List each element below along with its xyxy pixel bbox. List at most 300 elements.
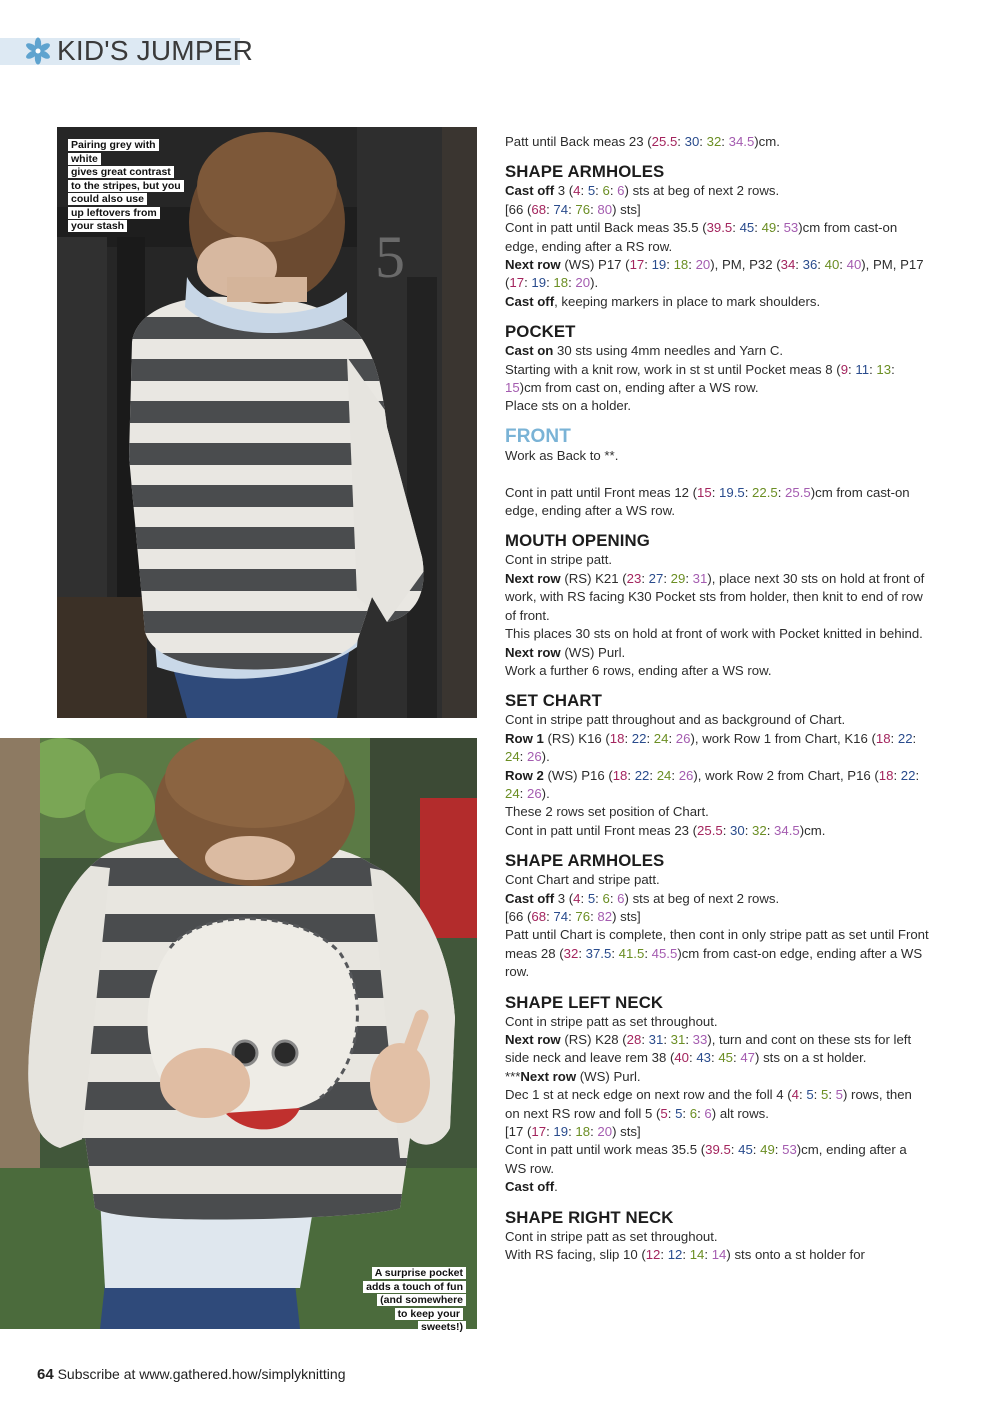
size-value: 39.5	[705, 1142, 731, 1158]
size-value: 5	[587, 183, 596, 199]
text-run: :	[682, 1105, 690, 1121]
size-value: 27	[648, 570, 664, 586]
text-run: :	[666, 257, 674, 273]
instruction-line	[505, 644, 930, 662]
text-run: :	[580, 890, 588, 906]
size-value: 18	[553, 275, 569, 291]
instruction-line	[505, 133, 930, 151]
page-number: 64	[37, 1366, 54, 1383]
text-run: , keeping markers in place to mark shoulders.	[554, 293, 821, 309]
size-value: 6	[704, 1105, 712, 1121]
text-run: :	[671, 767, 679, 783]
photo-boy-front	[0, 738, 477, 1329]
text-run: (WS) P17 (	[560, 257, 630, 273]
size-value: 18	[878, 767, 894, 783]
instruction-line	[505, 484, 930, 521]
text-run: :	[752, 1142, 761, 1158]
snowflake-icon	[24, 36, 52, 66]
text-run: ), PM, P17 (	[505, 257, 924, 291]
bold-term: Cast off	[505, 183, 555, 199]
size-value: 11	[855, 361, 870, 377]
text-run: 3 (	[554, 183, 574, 199]
size-value: 26	[678, 767, 694, 783]
text-run: :	[699, 134, 707, 149]
text-run: :	[668, 730, 676, 746]
size-value: 40	[824, 257, 840, 273]
size-value: 34	[780, 257, 796, 273]
size-value: 5	[660, 1105, 668, 1121]
section-heading: MOUTH OPENING	[505, 531, 650, 551]
text-run: :	[730, 1142, 739, 1158]
instruction-line	[505, 342, 930, 360]
size-value: 4	[573, 183, 581, 199]
text-run: Work a further 6 rows, ending after a WS row.	[505, 662, 772, 678]
bold-term: Cast off	[505, 890, 555, 906]
size-value: 6	[602, 183, 610, 199]
text-run: :	[890, 730, 898, 746]
size-value: 4	[573, 890, 581, 906]
size-value: 76	[575, 201, 591, 217]
size-value: 14	[689, 1247, 705, 1263]
text-run: :	[685, 570, 693, 586]
size-value: 18	[673, 257, 689, 273]
size-value: 82	[597, 908, 613, 924]
text-run: Cont in stripe patt throughout and as background of Chart.	[505, 712, 846, 728]
text-run: ) alt rows.	[711, 1105, 769, 1121]
size-value: 26	[527, 785, 542, 801]
size-value: 33	[692, 1032, 708, 1048]
size-value: 26	[675, 730, 691, 746]
instruction-line	[505, 625, 930, 643]
text-run: ) sts]	[612, 1124, 641, 1140]
text-run: :	[697, 1105, 705, 1121]
text-run: :	[744, 484, 753, 500]
bold-term: Next row	[505, 644, 561, 660]
text-run: :	[590, 908, 598, 924]
instruction-line	[505, 361, 930, 398]
text-run: ) sts onto a st holder for	[726, 1247, 865, 1263]
text-run: [66 (	[505, 201, 532, 217]
size-value: 43	[696, 1050, 712, 1066]
text-run: :	[828, 1087, 836, 1103]
size-value: 74	[553, 201, 569, 217]
instruction-line	[505, 397, 930, 415]
text-run: :	[766, 822, 775, 838]
text-run: :	[685, 1032, 693, 1048]
section-heading: FRONT	[505, 425, 571, 447]
size-value: 47	[740, 1050, 756, 1066]
text-run: :	[595, 183, 603, 199]
size-value: 18	[609, 730, 625, 746]
size-value: 22	[897, 730, 913, 746]
size-value: 26	[527, 749, 542, 765]
size-value: 53	[782, 1142, 797, 1158]
text-run: :	[813, 1087, 821, 1103]
text-run: Dec 1 st at neck edge on next row and the foll 4 (	[505, 1087, 792, 1103]
size-value: 5	[675, 1105, 683, 1121]
text-run: :	[663, 1032, 671, 1048]
instruction-line	[505, 803, 930, 821]
instruction-line	[505, 1178, 930, 1196]
instruction-line	[505, 1228, 930, 1246]
text-run: :	[524, 275, 532, 291]
text-run: )cm.	[799, 822, 826, 838]
instruction-line	[505, 1141, 930, 1178]
size-value: 5	[820, 1087, 829, 1103]
section-heading: SHAPE LEFT NECK	[505, 992, 664, 1012]
bold-term: Next row	[505, 1032, 561, 1048]
text-run: :	[546, 201, 554, 217]
text-run: .	[554, 1179, 558, 1195]
text-run: Patt until Back meas 23 (	[505, 134, 652, 149]
size-value: 24	[656, 767, 672, 783]
text-run: ).	[541, 785, 550, 801]
text-run: :	[817, 257, 825, 273]
size-value: 45.5	[651, 945, 678, 961]
size-value: 30	[684, 134, 700, 149]
text-run: (RS) K16 (	[543, 730, 610, 746]
text-run: :	[774, 1142, 783, 1158]
text-run: :	[777, 484, 786, 500]
size-value: 25.5	[651, 134, 678, 149]
instruction-line	[505, 219, 930, 256]
text-run: :	[590, 1124, 598, 1140]
size-value: 18	[612, 767, 628, 783]
size-value: 12	[667, 1247, 683, 1263]
page-title: KID'S JUMPER	[57, 35, 253, 66]
text-run: :	[578, 945, 586, 961]
text-run: With RS facing, slip 10 (	[505, 1247, 646, 1263]
text-run: :	[891, 361, 895, 377]
text-run: :	[682, 1247, 690, 1263]
instruction-line	[505, 822, 930, 840]
text-run: ), work Row 2 from Chart, P16 (	[693, 767, 879, 783]
size-value: 20	[575, 275, 591, 291]
text-run: :	[660, 1247, 668, 1263]
text-run: (WS) Purl.	[560, 644, 626, 660]
section-heading: SET CHART	[505, 691, 602, 711]
text-run: :	[546, 908, 554, 924]
size-value: 32	[706, 134, 722, 149]
instruction-line	[505, 182, 930, 200]
bold-term: Next row	[505, 570, 561, 586]
size-value: 28	[626, 1032, 642, 1048]
text-run: :	[732, 220, 740, 236]
text-run: Place sts on a holder.	[505, 398, 632, 414]
size-value: 22.5	[752, 484, 778, 500]
text-run: ), place next 30 sts on hold at front of work, with RS facing K30 Pocket sts from holder, then knit to end of row of front.	[505, 570, 925, 623]
bold-term: Cast off	[505, 293, 555, 309]
instruction-line	[505, 1013, 930, 1031]
size-value: 68	[531, 908, 547, 924]
size-value: 23	[626, 570, 642, 586]
size-value: 24	[505, 749, 520, 765]
text-run: :	[546, 1124, 554, 1140]
text-run: :	[798, 1087, 807, 1103]
text-run: )cm from cast-on edge, ending after a WS row.	[505, 945, 923, 980]
bold-term: Cast off	[505, 1179, 555, 1195]
size-value: 19.5	[719, 484, 745, 500]
text-run: (RS) K28 (	[560, 1032, 627, 1048]
instruction-line	[505, 1068, 930, 1086]
size-value: 17	[531, 1124, 547, 1140]
text-run: :	[869, 361, 877, 377]
text-run: :	[704, 1247, 712, 1263]
size-value: 53	[783, 220, 799, 236]
text-run: :	[568, 275, 576, 291]
text-run: ) rows, then on next RS row and foll 5 (	[505, 1087, 912, 1121]
size-value: 31	[648, 1032, 664, 1048]
text-run: Cont in patt until Back meas 35.5 (	[505, 220, 707, 236]
text-run: Work as Back to **.	[505, 447, 619, 463]
text-run: :	[754, 220, 762, 236]
text-run: :	[848, 361, 856, 377]
house-number: 5	[375, 224, 405, 290]
size-value: 6	[689, 1105, 698, 1121]
size-value: 22	[634, 767, 650, 783]
text-run: These 2 rows set position of Chart.	[505, 804, 709, 820]
text-run: ) sts at beg of next 2 rows.	[624, 183, 780, 199]
text-run: :	[595, 890, 603, 906]
text-run: :	[546, 275, 554, 291]
text-run: Cont in stripe patt.	[505, 552, 613, 568]
size-value: 24	[505, 785, 520, 801]
size-value: 5	[835, 1087, 843, 1103]
size-value: 12	[645, 1247, 661, 1263]
text-run: Cont in patt until Front meas 23 (	[505, 822, 698, 838]
size-value: 15	[505, 380, 520, 396]
size-value: 22	[631, 730, 647, 746]
size-value: 4	[791, 1087, 799, 1103]
size-value: 17	[509, 275, 525, 291]
size-value: 30	[730, 822, 745, 838]
instruction-line	[505, 711, 930, 729]
text-run: :	[568, 1124, 576, 1140]
size-value: 31	[670, 1032, 686, 1048]
text-run: [17 (	[505, 1124, 532, 1140]
text-run: :	[611, 945, 619, 961]
spacer	[505, 465, 930, 483]
text-run: :	[721, 134, 729, 149]
text-run: ).	[590, 275, 599, 291]
size-value: 29	[670, 570, 686, 586]
size-value: 6	[602, 890, 610, 906]
instruction-line	[505, 201, 930, 219]
instruction-line	[505, 767, 930, 804]
text-run: This places 30 sts on hold at front of work with Pocket knitted in behind.	[505, 626, 923, 642]
text-run: :	[641, 570, 649, 586]
size-value: 41.5	[618, 945, 645, 961]
size-value: 9	[840, 361, 849, 377]
text-run: ), work Row 1 from Chart, K16 (	[690, 730, 876, 746]
text-run: )cm from cast-on edge, ending after a RS row.	[505, 220, 898, 254]
size-value: 14	[711, 1247, 727, 1263]
size-value: 18	[575, 1124, 591, 1140]
section-heading: SHAPE ARMHOLES	[505, 162, 665, 182]
text-run: Cont in patt until Front meas 12 (	[505, 484, 698, 500]
instruction-line	[505, 551, 930, 569]
text-run: :	[624, 730, 632, 746]
text-run: Patt until Chart is complete, then cont in only stripe patt as set until Front meas 28 (	[505, 927, 929, 961]
text-run: :	[667, 1105, 676, 1121]
text-run: ) sts on a st holder.	[755, 1050, 867, 1066]
text-run: :	[688, 257, 696, 273]
text-run: Cont in stripe patt as set throughout.	[505, 1228, 718, 1244]
size-value: 22	[900, 767, 916, 783]
text-run: Starting with a knit row, work in st st until Pocket meas 8 (	[505, 361, 841, 377]
caption-photo-2: A surprise pocket adds a touch of fun (and somewhere to keep your sweets!)	[354, 1267, 466, 1335]
instruction-line	[505, 256, 930, 293]
size-value: 40	[674, 1050, 690, 1066]
text-run: :	[609, 183, 618, 199]
text-run: (RS) K21 (	[560, 570, 627, 586]
instruction-line	[505, 1123, 930, 1141]
text-run: :	[641, 1032, 649, 1048]
instruction-line	[505, 908, 930, 926]
text-run: :	[649, 767, 657, 783]
size-value: 45	[718, 1050, 734, 1066]
bold-term: Row 1	[505, 730, 544, 746]
bold-term: Next row	[520, 1068, 577, 1084]
text-run: :	[609, 890, 618, 906]
text-run: [66 (	[505, 908, 532, 924]
instruction-line	[505, 662, 930, 680]
size-value: 49	[760, 1142, 775, 1158]
section-heading: SHAPE ARMHOLES	[505, 851, 665, 871]
text-run: :	[733, 1050, 741, 1066]
text-run: :	[644, 945, 652, 961]
text-run: :	[644, 257, 652, 273]
text-run: Cont Chart and stripe patt.	[505, 872, 660, 888]
size-value: 49	[761, 220, 777, 236]
text-run: )cm, ending after a WS row.	[505, 1142, 907, 1176]
instruction-line	[505, 871, 930, 889]
bold-term: Row 2	[505, 767, 544, 783]
text-run: :	[711, 1050, 719, 1066]
instruction-line	[505, 447, 930, 465]
text-run: :	[627, 767, 635, 783]
text-run: :	[744, 822, 753, 838]
size-value: 34.5	[774, 822, 800, 838]
text-run: ), PM, P32 (	[710, 257, 781, 273]
text-run: 3 (	[554, 890, 574, 906]
caption-photo-1: Pairing grey with white gives great contrast to the stripes, but you could also use up leftovers from your stash	[68, 139, 188, 234]
instruction-line	[505, 570, 930, 625]
size-value: 13	[876, 361, 892, 377]
instruction-line	[505, 1086, 930, 1123]
size-value: 5	[587, 890, 596, 906]
text-run: :	[580, 183, 588, 199]
text-run: :	[519, 785, 527, 801]
text-run: ) sts]	[612, 201, 641, 217]
size-value: 25.5	[697, 822, 723, 838]
text-run: ), turn and cont on these sts for left side neck and leave rem 38 (	[505, 1032, 912, 1066]
text-run: :	[711, 484, 720, 500]
instruction-line	[505, 890, 930, 908]
text-run: Cont in stripe patt as set throughout.	[505, 1013, 718, 1029]
text-run: :	[776, 220, 784, 236]
page-footer	[37, 1366, 346, 1383]
size-value: 17	[629, 257, 645, 273]
text-run: ) sts at beg of next 2 rows.	[624, 890, 780, 906]
text-run: :	[912, 730, 917, 746]
size-value: 45	[739, 220, 755, 236]
size-value: 32	[752, 822, 767, 838]
text-run: Cont in patt until work meas 35.5 (	[505, 1142, 706, 1158]
text-run: :	[590, 201, 598, 217]
text-run: )cm from cast on, ending after a WS row.	[519, 380, 759, 396]
instruction-line	[505, 926, 930, 981]
text-run: (WS) Purl.	[576, 1068, 641, 1084]
size-value: 34.5	[728, 134, 755, 149]
text-run: ) sts]	[612, 908, 641, 924]
text-run: )cm from cast-on edge, ending after a WS row.	[505, 484, 910, 519]
subscribe-text: Subscribe at www.gathered.how/simplyknitting	[57, 1366, 346, 1382]
size-value: 32	[563, 945, 579, 961]
text-run: :	[646, 730, 654, 746]
size-value: 24	[653, 730, 669, 746]
size-value: 15	[697, 484, 712, 500]
size-value: 68	[531, 201, 547, 217]
size-value: 80	[597, 201, 613, 217]
text-run: ).	[541, 749, 550, 765]
size-value: 6	[617, 183, 625, 199]
text-run: :	[677, 134, 685, 149]
text-run: :	[689, 1050, 697, 1066]
size-value: 36	[802, 257, 818, 273]
size-value: 18	[875, 730, 891, 746]
pattern-instructions	[505, 133, 930, 1264]
section-heading: SHAPE RIGHT NECK	[505, 1207, 674, 1227]
size-value: 45	[738, 1142, 753, 1158]
size-value: 19	[651, 257, 667, 273]
size-value: 20	[597, 1124, 613, 1140]
text-run: :	[722, 822, 731, 838]
text-run: :	[795, 257, 803, 273]
text-run: )cm.	[754, 134, 780, 149]
size-value: 40	[846, 257, 862, 273]
text-run: :	[568, 908, 576, 924]
size-value: 31	[692, 570, 708, 586]
text-run: :	[893, 767, 901, 783]
size-value: 5	[806, 1087, 814, 1103]
size-value: 76	[575, 908, 591, 924]
instruction-line	[505, 293, 930, 311]
instruction-line	[505, 1246, 930, 1264]
text-run: ***	[505, 1068, 521, 1084]
bold-term: Cast on	[505, 343, 554, 359]
instruction-line	[505, 1031, 930, 1068]
section-heading: POCKET	[505, 322, 576, 342]
text-run: 30 sts using 4mm needles and Yarn C.	[553, 343, 784, 359]
text-run: :	[915, 767, 920, 783]
size-value: 20	[695, 257, 711, 273]
size-value: 74	[553, 908, 569, 924]
size-value: 19	[553, 1124, 569, 1140]
bold-term: Next row	[505, 257, 561, 273]
instruction-line	[505, 730, 930, 767]
size-value: 25.5	[785, 484, 811, 500]
size-value: 19	[531, 275, 547, 291]
size-value: 6	[617, 890, 625, 906]
text-run: :	[839, 257, 847, 273]
size-value: 37.5	[585, 945, 612, 961]
text-run: :	[663, 570, 671, 586]
text-run: (WS) P16 (	[543, 767, 613, 783]
size-value: 39.5	[706, 220, 733, 236]
text-run: :	[519, 749, 527, 765]
text-run: :	[568, 201, 576, 217]
